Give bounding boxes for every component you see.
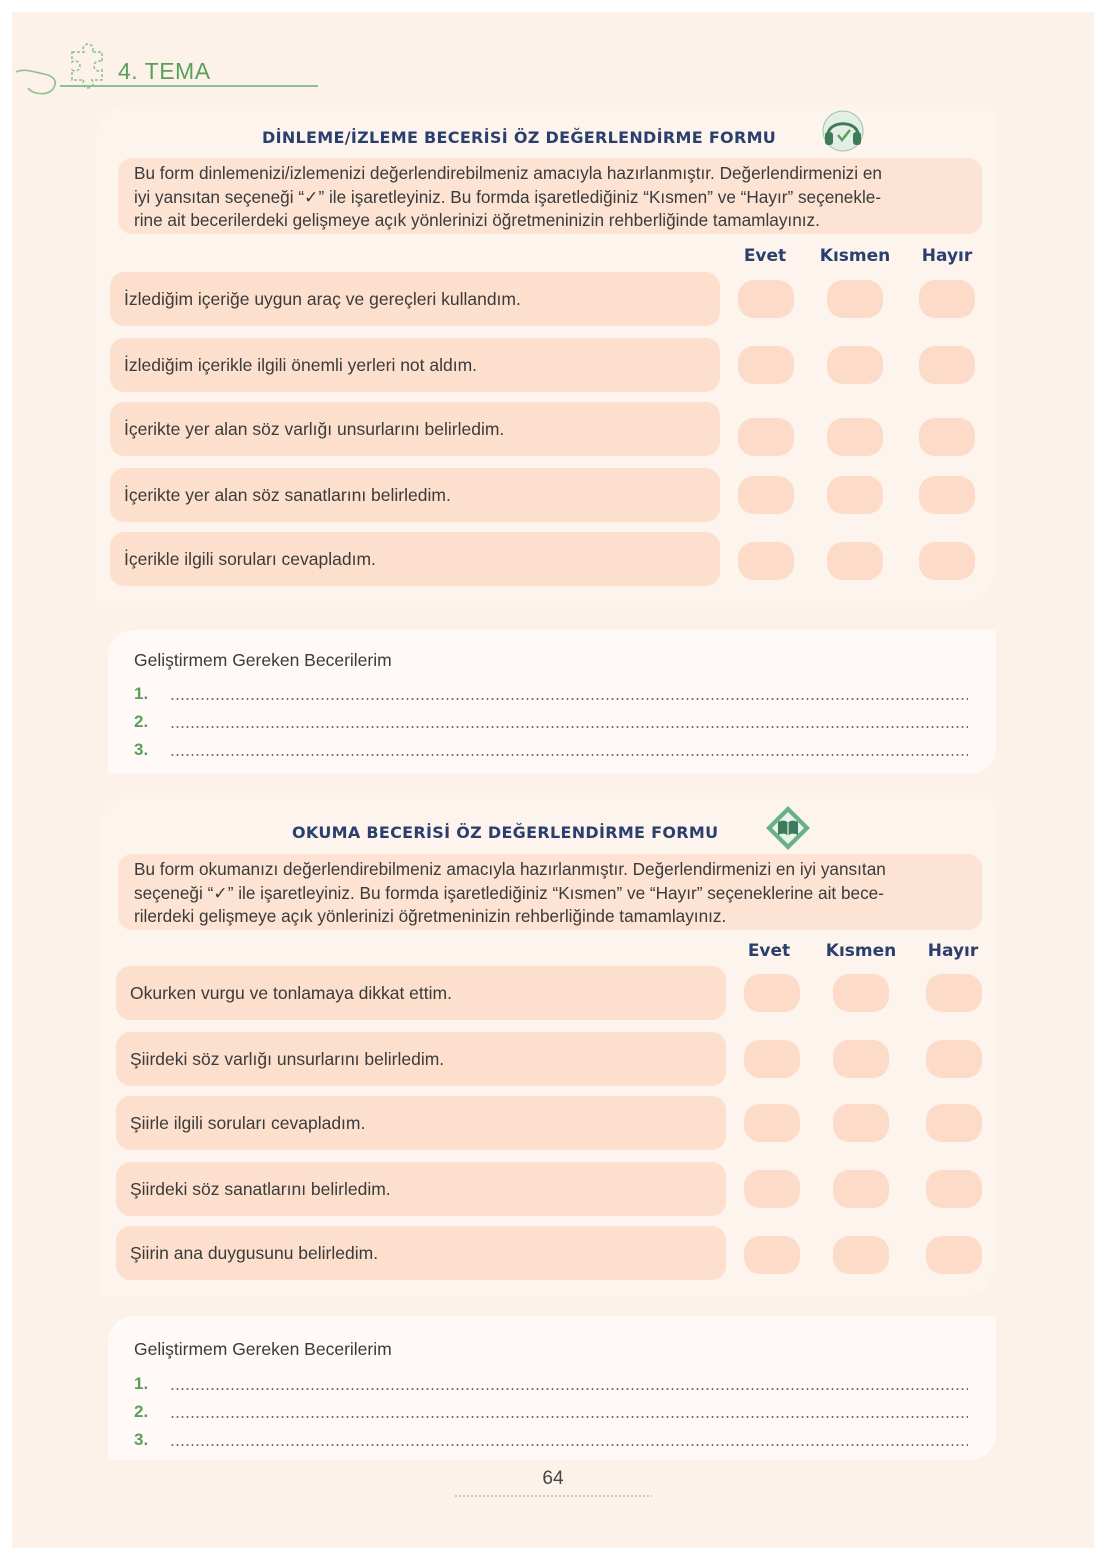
listening-form-title: DİNLEME/İZLEME BECERİSİ ÖZ DEĞERLENDİRME FORMU	[262, 128, 777, 147]
checkbox-hayir[interactable]	[919, 346, 975, 384]
checkbox-hayir[interactable]	[926, 1170, 982, 1208]
intro-line: rilerdeki gelişmeye açık yönlerinizi öğretmeninizin rehberliğinde tamamlayınız.	[134, 906, 727, 926]
criterion-label: İçerikte yer alan söz varlığı unsurlarını belirledim.	[124, 418, 505, 439]
criterion-row	[116, 1226, 726, 1280]
intro-line: seçeneği “✓” ile işaretleyiniz. Bu formda işaretlediğiniz “Kısmen” ve “Hayır” seçeneklerine ait bece-	[134, 882, 884, 903]
checkbox-evet[interactable]	[738, 280, 794, 318]
improvement-title: Geliştirmem Gereken Becerilerim	[134, 1339, 392, 1359]
answer-line[interactable]	[170, 754, 968, 756]
checkbox-hayir[interactable]	[926, 974, 982, 1012]
criterion-label: Şiirin ana duygusunu belirledim.	[130, 1242, 379, 1263]
improvement-number: 3.	[134, 740, 149, 759]
criterion-label: Şiirdeki söz varlığı unsurlarını belirledim.	[130, 1048, 445, 1069]
puzzle-icon	[14, 42, 124, 102]
checkbox-hayir[interactable]	[919, 476, 975, 514]
checkbox-evet[interactable]	[744, 974, 800, 1012]
criterion-label: İzlediğim içeriğe uygun araç ve gereçleri kullandım.	[124, 288, 521, 309]
criterion-label: Şiirle ilgili soruları cevapladım.	[130, 1112, 366, 1133]
checkbox-hayir[interactable]	[926, 1104, 982, 1142]
intro-line: Bu form okumanızı değerlendirebilmeniz amacıyla hazırlanmıştır. Değerlendirmenizi en iyi yansıtan	[134, 859, 886, 879]
column-header-kismen: Kısmen	[825, 941, 897, 961]
intro-line: Bu form dinlemenizi/izlemenizi değerlendirebilmeniz amacıyla hazırlanmıştır. Değerlendirmenizi en	[134, 163, 882, 183]
criterion-row	[110, 468, 720, 522]
checkbox-kismen[interactable]	[833, 974, 889, 1012]
checkbox-hayir[interactable]	[919, 418, 975, 456]
column-header-evet: Evet	[743, 246, 787, 266]
checkbox-kismen[interactable]	[833, 1170, 889, 1208]
checkbox-hayir[interactable]	[926, 1040, 982, 1078]
answer-line[interactable]	[170, 1444, 968, 1446]
checkbox-evet[interactable]	[744, 1236, 800, 1274]
checkbox-kismen[interactable]	[827, 280, 883, 318]
checkbox-evet[interactable]	[744, 1104, 800, 1142]
reading-intro-text	[134, 858, 968, 929]
answer-line[interactable]	[170, 726, 968, 728]
checkbox-evet[interactable]	[738, 418, 794, 456]
book-icon	[764, 804, 812, 852]
criterion-row	[116, 1162, 726, 1216]
criterion-label: Şiirdeki söz sanatlarını belirledim.	[130, 1178, 391, 1199]
checkbox-evet[interactable]	[738, 346, 794, 384]
theme-title: 4. TEMA	[118, 58, 211, 84]
criterion-label: İzlediğim içerikle ilgili önemli yerleri not aldım.	[124, 354, 478, 375]
criterion-row	[110, 272, 720, 326]
improvement-number: 1.	[134, 1374, 149, 1393]
criterion-row	[116, 1096, 726, 1150]
answer-line[interactable]	[170, 698, 968, 700]
checkbox-kismen[interactable]	[827, 476, 883, 514]
intro-line: rine ait becerilerdeki gelişmeye açık yönlerinizi öğretmeninizin rehberliğinde tamamlayınız.	[134, 210, 820, 230]
checkbox-evet[interactable]	[744, 1170, 800, 1208]
checkbox-kismen[interactable]	[833, 1236, 889, 1274]
criterion-row	[110, 338, 720, 392]
answer-line[interactable]	[170, 1416, 968, 1418]
headphones-icon	[820, 108, 866, 154]
checkbox-kismen[interactable]	[827, 542, 883, 580]
criterion-label: İçerikle ilgili soruları cevapladım.	[124, 548, 376, 569]
improvement-title: Geliştirmem Gereken Becerilerim	[134, 650, 392, 670]
page-number-decoration	[454, 1494, 652, 1498]
checkbox-kismen[interactable]	[833, 1104, 889, 1142]
checkbox-hayir[interactable]	[926, 1236, 982, 1274]
improvement-number: 2.	[134, 712, 149, 731]
answer-line[interactable]	[170, 1388, 968, 1390]
column-header-evet: Evet	[747, 941, 791, 961]
checkbox-hayir[interactable]	[919, 280, 975, 318]
checkbox-kismen[interactable]	[827, 346, 883, 384]
criterion-row	[110, 402, 720, 456]
checkbox-evet[interactable]	[744, 1040, 800, 1078]
reading-form-title: OKUMA BECERİSİ ÖZ DEĞERLENDİRME FORMU	[292, 823, 719, 842]
column-header-hayir: Hayır	[927, 941, 979, 961]
criterion-label: Okurken vurgu ve tonlamaya dikkat ettim.	[130, 982, 452, 1003]
criterion-row	[110, 532, 720, 586]
improvement-number: 2.	[134, 1402, 149, 1421]
criterion-row	[116, 1032, 726, 1086]
page-number: 64	[542, 1468, 564, 1489]
checkbox-evet[interactable]	[738, 542, 794, 580]
listening-intro-text	[134, 162, 968, 233]
criterion-row	[116, 966, 726, 1020]
criterion-label: İçerikte yer alan söz sanatlarını belirledim.	[124, 484, 451, 505]
checkbox-hayir[interactable]	[919, 542, 975, 580]
intro-line: iyi yansıtan seçeneği “✓” ile işaretleyiniz. Bu formda işaretlediğiniz “Kısmen” ve “Hayır” seçenekle-	[134, 186, 882, 207]
improvement-number: 3.	[134, 1430, 149, 1449]
column-header-hayir: Hayır	[921, 246, 973, 266]
column-header-kismen: Kısmen	[819, 246, 891, 266]
theme-underline	[60, 85, 318, 87]
checkbox-evet[interactable]	[738, 476, 794, 514]
checkbox-kismen[interactable]	[827, 418, 883, 456]
checkbox-kismen[interactable]	[833, 1040, 889, 1078]
improvement-number: 1.	[134, 684, 149, 703]
